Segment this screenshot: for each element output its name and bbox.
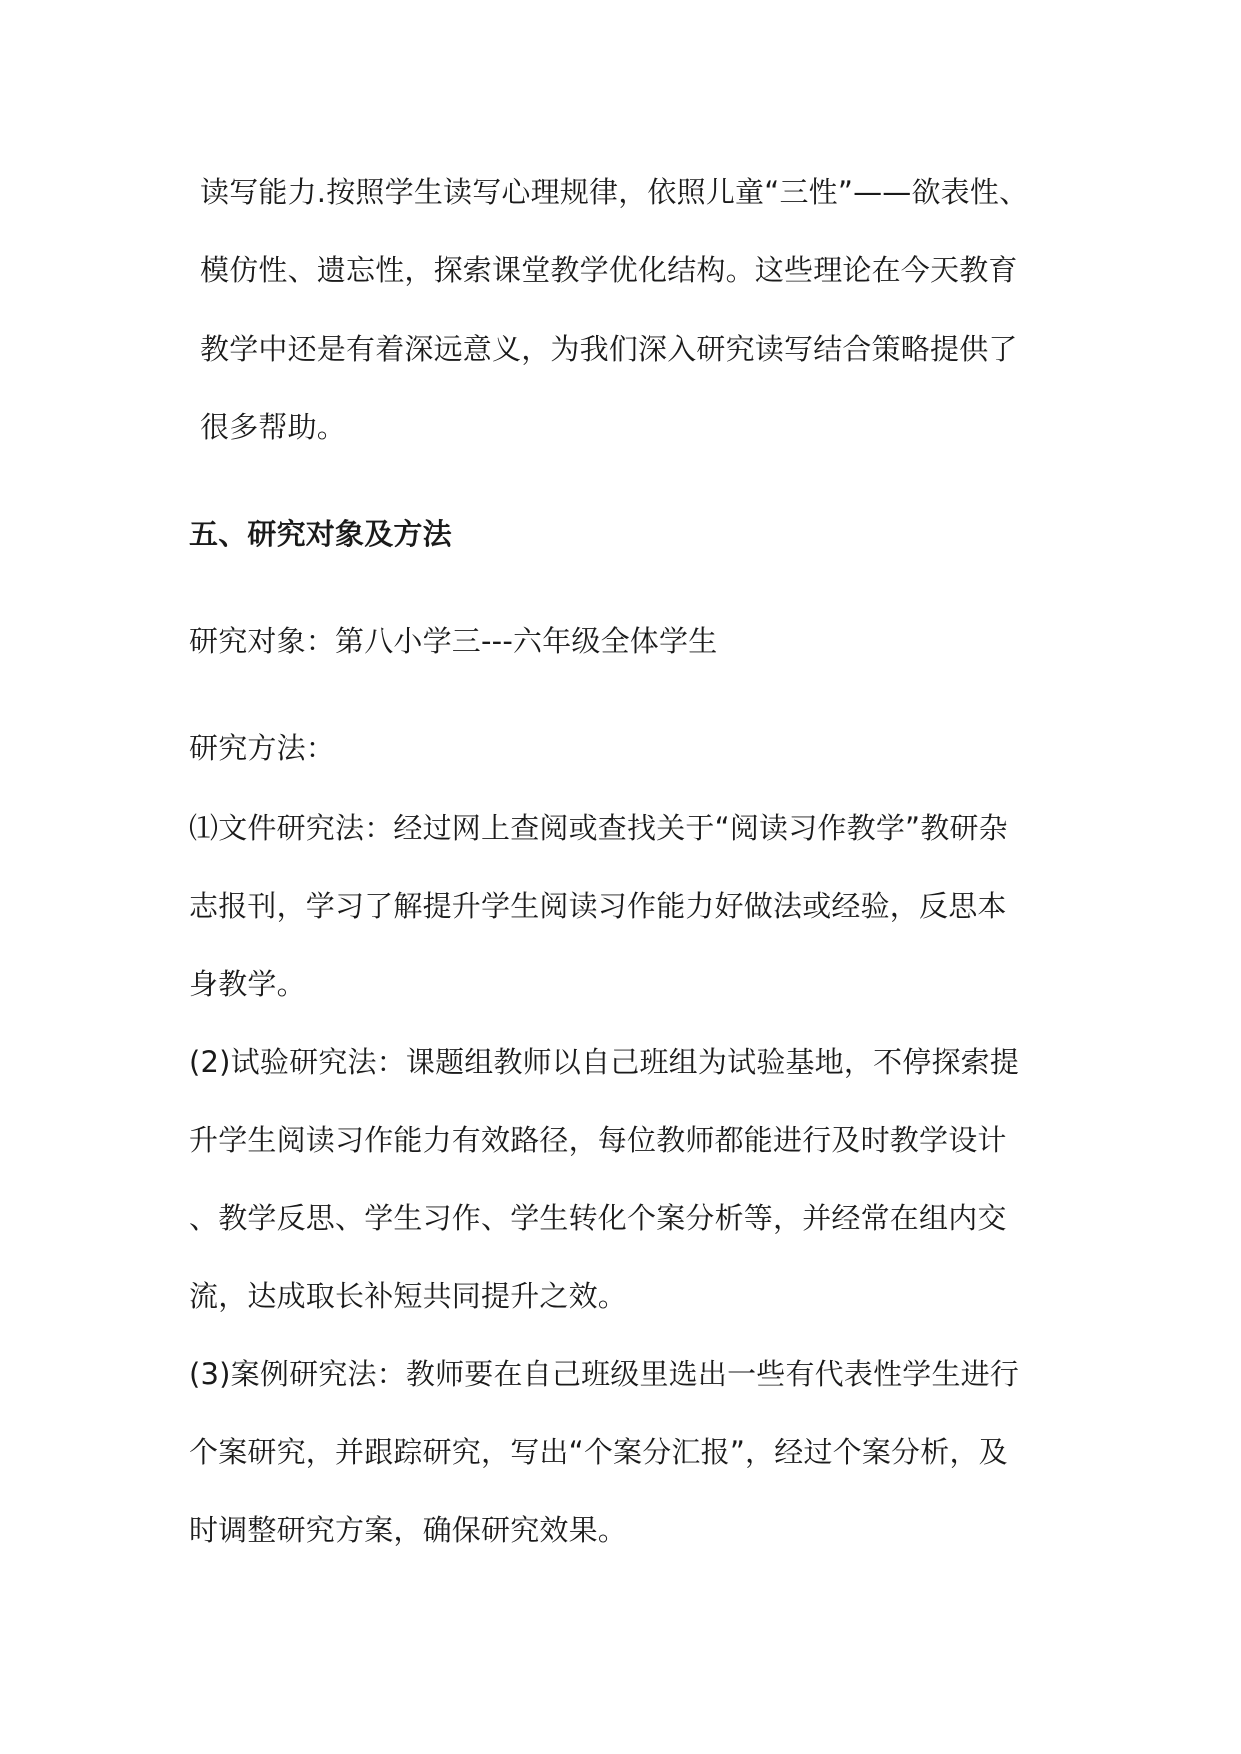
method-1-line-3: 身教学。	[189, 967, 306, 1001]
method-1-line-1: ⑴文件研究法：经过网上查阅或查找关于“阅读习作教学”教研杂	[189, 811, 1008, 845]
method-2-line-4: 流，达成取长补短共同提升之效。	[189, 1279, 628, 1313]
intro-line-1: 读写能力.按照学生读写心理规律，依照儿童“三性”——欲表性、	[200, 175, 1029, 209]
intro-line-4: 很多帮助。	[200, 410, 347, 444]
intro-line-2: 模仿性、遗忘性，探索课堂教学优化结构。这些理论在今天教育	[200, 253, 1018, 287]
research-methods-label: 研究方法：	[189, 731, 336, 765]
method-3-line-3: 时调整研究方案，确保研究效果。	[189, 1513, 628, 1547]
section-heading: 五、研究对象及方法	[189, 517, 452, 551]
method-3-line-2: 个案研究，并跟踪研究，写出“个案分汇报”，经过个案分析，及	[189, 1435, 1008, 1469]
method-1-line-2: 志报刊，学习了解提升学生阅读习作能力好做法或经验，反思本	[189, 889, 1007, 923]
method-2-line-3: 、教学反思、学生习作、学生转化个案分析等，并经常在组内交	[189, 1201, 1007, 1235]
intro-line-3: 教学中还是有着深远意义，为我们深入研究读写结合策略提供了	[200, 332, 1018, 366]
research-subject: 研究对象：第八小学三---六年级全体学生	[189, 624, 718, 658]
method-3-line-1: (3)案例研究法：教师要在自己班级里选出一些有代表性学生进行	[189, 1357, 1020, 1391]
method-2-line-1: (2)试验研究法：课题组教师以自己班组为试验基地，不停探索提	[189, 1045, 1020, 1079]
method-2-line-2: 升学生阅读习作能力有效路径，每位教师都能进行及时教学设计	[189, 1123, 1007, 1157]
